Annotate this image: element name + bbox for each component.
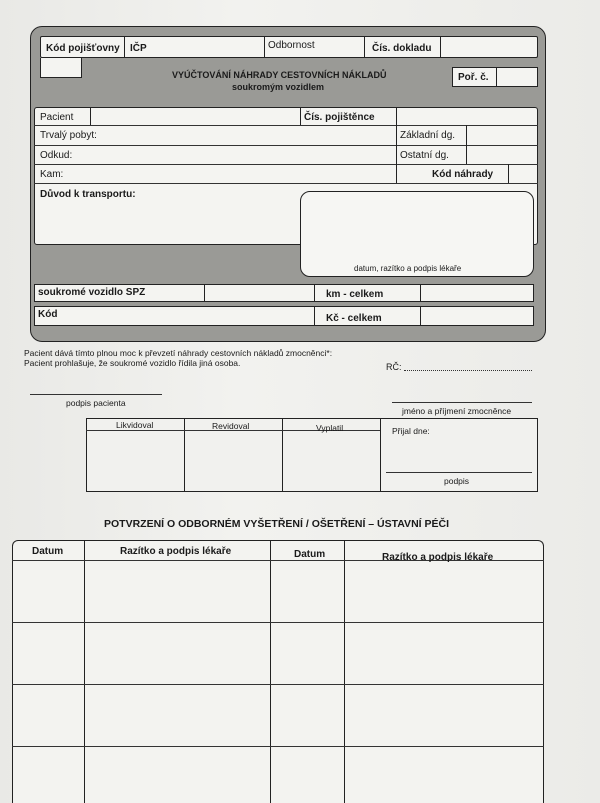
icp-field[interactable] [152, 40, 264, 56]
kod-pojistovny-label: Kód pojišťovny [46, 43, 120, 54]
col-datum-2: Datum [294, 549, 326, 560]
kod-nahrady-label: Kód náhrady [432, 169, 494, 180]
por-c-label: Poř. č. [458, 72, 489, 83]
podpis-pacienta-line[interactable] [30, 394, 162, 395]
duvod-label: Důvod k transportu: [40, 189, 136, 200]
confirmation-title: POTVRZENÍ O ODBORNÉM VYŠETŘENÍ / OŠETŘENÍ – ÚSTAVNÍ PÉČI [104, 518, 449, 530]
prijal-dne-label: Přijal dne: [392, 426, 430, 436]
form-title: VYÚČTOVÁNÍ NÁHRADY CESTOVNÍCH NÁKLADŮ [172, 70, 387, 80]
icp-label: IČP [130, 43, 147, 54]
ostatni-dg-label: Ostatní dg. [400, 150, 449, 161]
form-subtitle: soukromým vozidlem [232, 82, 325, 92]
vozidlo-spz-label: soukromé vozidlo SPZ [38, 287, 146, 298]
kod-pojistovny-box[interactable] [40, 58, 82, 78]
col-datum-1: Datum [32, 546, 64, 557]
podpis-pacienta-label: podpis pacienta [66, 398, 126, 408]
odkud-label: Odkud: [40, 150, 73, 161]
vyplatil-label: Vyplatil [316, 423, 344, 433]
km-celkem-label: km - celkem [326, 289, 384, 300]
podpis-label: podpis [444, 476, 470, 486]
kod-label: Kód [38, 309, 58, 320]
odbornost-label: Odbornost [268, 40, 315, 51]
confirmation-table [12, 540, 544, 803]
revidoval-label: Revidoval [212, 421, 250, 431]
zakladni-dg-label: Základní dg. [400, 130, 456, 141]
declaration-line2: Pacient prohlašuje, že soukromé vozidlo řídila jiná osoba. [24, 358, 241, 368]
cis-pojistence-label: Čís. pojištěnce [304, 112, 375, 123]
kc-celkem-label: Kč - celkem [326, 313, 382, 324]
likvidoval-label: Likvidoval [116, 420, 154, 430]
rc-field[interactable] [404, 370, 532, 371]
cis-dokladu-label: Čís. dokladu [372, 43, 432, 54]
jmeno-zmocnence-label: jméno a příjmení zmocněnce [402, 406, 512, 416]
razitko-lekare-label: datum, razítko a podpis lékaře [354, 264, 462, 273]
kod-row [34, 306, 534, 326]
zmocnenec-line[interactable] [392, 402, 532, 403]
pacient-label: Pacient [40, 112, 74, 123]
declaration-line1: Pacient dává tímto plnou moc k převzetí náhrady cestovních nákladů zmocněnci*: [24, 348, 333, 358]
rc-label: RČ: [386, 362, 402, 372]
kam-label: Kam: [40, 169, 64, 180]
col-razitko-2: Razítko a podpis lékaře [382, 552, 494, 563]
col-razitko-1: Razítko a podpis lékaře [120, 546, 232, 557]
trvaly-pobyt-label: Trvalý pobyt: [40, 130, 97, 141]
pacient-field[interactable] [94, 109, 298, 125]
